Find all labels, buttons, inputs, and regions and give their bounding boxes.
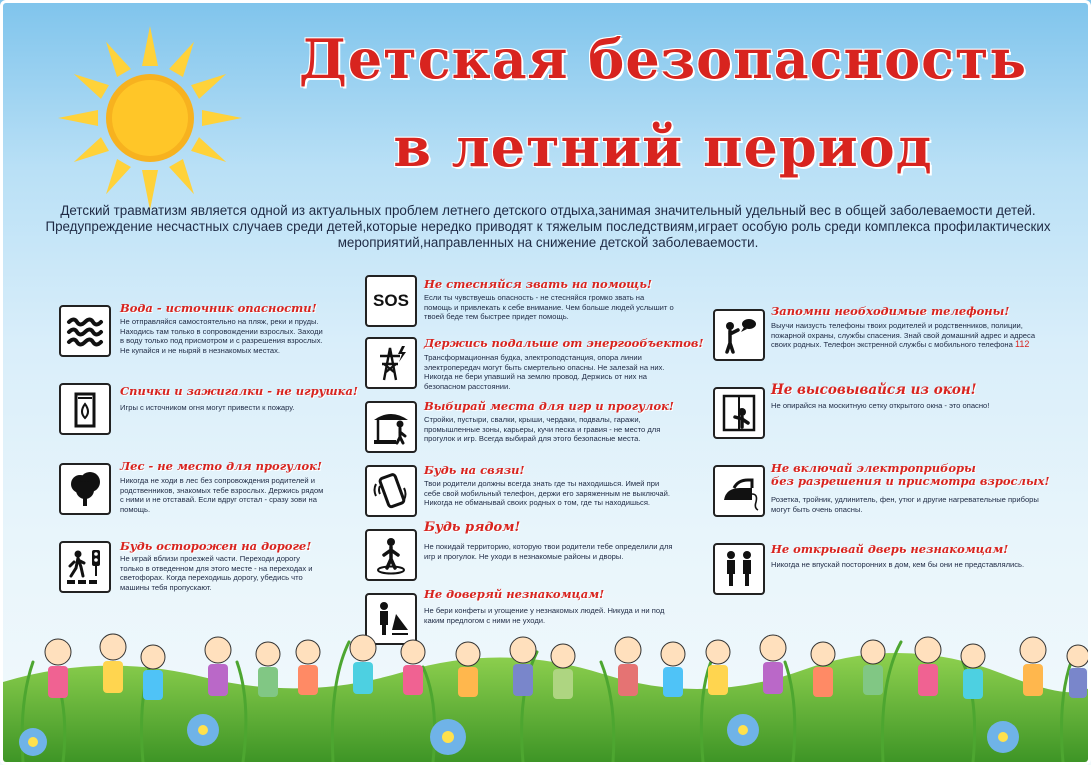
item-title: Будь осторожен на дороге! — [120, 539, 312, 553]
item-text: Не покидай территорию, которую твои родители тебе определили для игр и прогулок. Не уходи в незнакомые районы и дворы. — [424, 542, 673, 561]
item-title: Запомни необходимые телефоны! — [771, 304, 1010, 318]
item-title-line2: без разрешения и присмотра взрослых! — [771, 474, 1050, 488]
power-tower-icon — [365, 337, 417, 389]
grass-with-children-illustration — [3, 612, 1091, 762]
item-title: Выбирай места для игр и прогулок! — [424, 399, 674, 413]
poster-title-line2: в летний период — [393, 115, 933, 179]
item-text: Розетка, тройник, удлинитель, фен, утюг и другие нагревательные приборы могут быть очень опасны. — [771, 495, 1039, 514]
item-text: Игры с источником огня могут привести к пожару. — [120, 403, 295, 412]
phone-icon — [365, 465, 417, 517]
item-title: Будь на связи! — [424, 463, 525, 477]
item-text: Стройки, пустыри, свалки, крыши, чердаки, подвалы, гаражи, промышленные зоны, карьеры, кучи песка и гравия - не место для прогулок и игр. Всегда выбирай для этого безопасные места. — [424, 415, 661, 444]
item-text: Не отправляйся самостоятельно на пляж, реки и пруды. Находись там только в сопровождении взрослых. Заходи в воду только под присмотром и с разрешения взрослых. Не купайся и не ныряй в незнакомых местах. — [120, 317, 323, 355]
matches-icon — [59, 383, 111, 435]
sos-icon — [365, 275, 417, 327]
item-text-body: Выучи наизусть телефоны твоих родителей и родственников, полиции, пожарной охраны, службы спасения. Знай свой домашний адрес и адреса своих родных. Телефон экстренной службы с мобильного телефона — [771, 321, 1036, 350]
item-text: Если ты чувствуешь опасность - не стесняйся громко звать на помощь и привлекать к себе внимание. Чем больше людей услышит о твоей беде тем быстрее придет помощь. — [424, 293, 674, 322]
item-title: Вода - источник опасности! — [120, 301, 317, 315]
window-icon — [713, 387, 765, 439]
item-text: Трансформационная будка, электроподстанция, опора линии электропередач могут быть смертельно опасны. Не залезай на них. Никогда не бери упавший на землю провод. Держись от них на безопасном расстоянии. — [424, 353, 665, 391]
item-text: Не опирайся на москитную сетку открытого окна - это опасно! — [771, 401, 990, 410]
crosswalk-icon — [59, 541, 111, 593]
tree-icon — [59, 463, 111, 515]
item-title: Лес - не место для прогулок! — [120, 459, 322, 473]
child-stay-icon — [365, 529, 417, 581]
item-title: Будь рядом! — [424, 520, 521, 535]
playground-icon — [365, 401, 417, 453]
speaking-person-icon — [713, 309, 765, 361]
item-title: Держись подальше от энергообъектов! — [424, 336, 704, 350]
emergency-number: 112 — [1014, 339, 1030, 350]
item-title: Не открывай дверь незнакомцам! — [771, 542, 1009, 556]
item-text: Никогда не ходи в лес без сопровождения родителей и родственников, знакомых тебе взрослых. Держись рядом с ними и не отставай. Если вдруг отстал - сразу зови на помощь. — [120, 476, 324, 514]
two-people-icon — [713, 543, 765, 595]
item-text: Твои родители должны всегда знать где ты находишься. Имей при себе свой мобильный телефон, держи его заряженным не выключай. Никогда не обманывай своих родных о том, где ты находишься. — [424, 479, 670, 508]
item-text: Никогда не впускай посторонних в дом, кем бы они не представлялись. — [771, 560, 1025, 569]
item-title: Не включай электроприборы — [771, 461, 976, 475]
item-text: Не бери конфеты и угощение у незнакомых людей. Никуда и ни под каким предлогом с ними не уходи. — [424, 606, 665, 625]
iron-icon — [713, 465, 765, 517]
water-waves-icon — [59, 305, 111, 357]
item-text: Не играй вблизи проезжей части. Переходи дорогу только в отведенном для этого месте - на переходах и светофорах. Когда переходишь дорогу, убедись что машины тебя пропускают. — [120, 554, 313, 592]
item-title: Не высовывайся из окон! — [771, 382, 977, 398]
intro-paragraph: Детский травматизм является одной из актуальных проблем летнего детского отдыха,занимая значительный удельный вес в общей заболеваемости детей. Предупреждение несчастных случаев среди детей,которые нередко приводят к тяжелым последствиям,играет особую роль среди комплекса профилактических мероприятий,направленных на снижение детской заболеваемости. — [45, 203, 1051, 250]
item-title: Не стесняйся звать на помощь! — [424, 277, 652, 291]
item-title: Спички и зажигалки - не игрушка! — [120, 384, 358, 398]
item-title: Не доверяй незнакомцам! — [424, 587, 605, 601]
sos-label: SOS — [373, 291, 409, 310]
poster-title-line1: Детская безопасность — [298, 27, 1028, 91]
item-text — [771, 321, 1043, 350]
sun-icon — [55, 23, 245, 213]
